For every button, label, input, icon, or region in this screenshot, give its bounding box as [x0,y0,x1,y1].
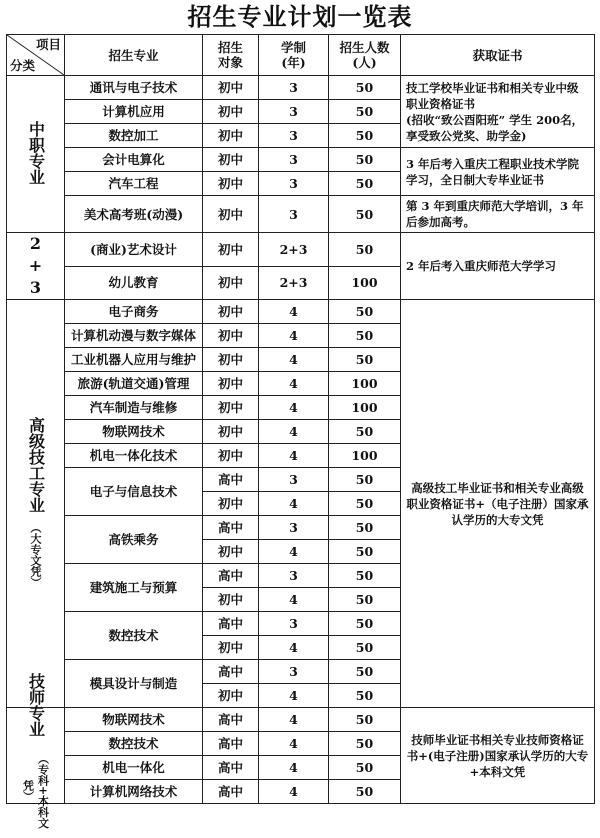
page-title: 招生专业计划一览表 [187,3,413,31]
table-row [7,708,595,732]
category-zhongzhi [7,76,65,233]
cell-quota: 50 [329,124,401,148]
category-label: 中职专业 [26,120,46,185]
corner-top-label: 项目 [35,37,61,52]
cell-years: 4 [259,636,329,660]
cell-quota: 50 [329,588,401,612]
cell-years: 4 [259,684,329,708]
cell-target: 初中 [203,124,259,148]
cell-years: 4 [259,300,329,324]
cell-years: 2+3 [259,266,329,300]
cell-major: (商业)艺术设计 [65,233,203,267]
cell-target: 初中 [203,266,259,300]
cell-major: 电子与信息技术 [65,468,203,516]
cell-quota: 50 [329,564,401,588]
category-sublabel: （大专文凭） [29,521,42,588]
cell-target: 初中 [203,196,259,233]
cell-years: 3 [259,100,329,124]
cell-target: 初中 [203,420,259,444]
cell-quota: 50 [329,76,401,100]
header-major: 招生专业 [65,35,203,76]
cell-quota: 50 [329,300,401,324]
cell-quota: 50 [329,540,401,564]
cell-major: 旅游(轨道交通)管理 [65,372,203,396]
cell-years: 4 [259,420,329,444]
cell-target: 高中 [203,468,259,492]
cell-target: 初中 [203,76,259,100]
cell-years: 4 [259,588,329,612]
cell-years: 3 [259,660,329,684]
cell-quota: 50 [329,780,401,804]
cell-major: 幼儿教育 [65,266,203,300]
cert-cell: 技师毕业证书相关专业技师资格证书+(电子注册)国家承认学历的大专+本科文凭 [401,708,595,804]
cell-major: 高铁乘务 [65,516,203,564]
cell-target: 初中 [203,444,259,468]
cell-quota: 50 [329,148,401,172]
cell-major: 机电一体化 [65,756,203,780]
cell-target: 初中 [203,588,259,612]
cell-years: 4 [259,756,329,780]
cell-years: 4 [259,348,329,372]
category-label: 高级技工专业 [26,416,46,513]
category-gaoji [7,300,65,708]
cell-target: 高中 [203,732,259,756]
cell-major: 物联网技术 [65,420,203,444]
cell-target: 初中 [203,324,259,348]
cell-years: 3 [259,516,329,540]
cell-target: 初中 [203,492,259,516]
cell-major: 模具设计与制造 [65,660,203,708]
cell-target: 初中 [203,540,259,564]
cell-major: 计算机应用 [65,100,203,124]
cell-quota: 100 [329,266,401,300]
cell-major: 计算机网络技术 [65,780,203,804]
cell-target: 高中 [203,612,259,636]
cell-quota: 50 [329,172,401,196]
cell-major: 电子商务 [65,300,203,324]
cell-target: 高中 [203,564,259,588]
cell-quota: 50 [329,516,401,540]
cell-major: 通讯与电子技术 [65,76,203,100]
cell-quota: 50 [329,612,401,636]
table-row [7,196,595,233]
cell-target: 高中 [203,516,259,540]
category-two-three: 2 + 3 [7,233,65,300]
cell-years: 3 [259,124,329,148]
cell-quota: 100 [329,372,401,396]
cell-major: 计算机动漫与数字媒体 [65,324,203,348]
table-row [7,300,595,324]
header-target: 招生 对象 [203,35,259,76]
cell-major: 美术高考班(动漫) [65,196,203,233]
cell-quota: 50 [329,636,401,660]
cell-major: 会计电算化 [65,148,203,172]
cell-years: 3 [259,612,329,636]
cell-quota: 50 [329,324,401,348]
cell-major: 工业机器人应用与维护 [65,348,203,372]
cell-target: 初中 [203,396,259,420]
cell-target: 初中 [203,372,259,396]
cell-years: 3 [259,148,329,172]
cell-years: 3 [259,76,329,100]
cell-quota: 50 [329,468,401,492]
cell-quota: 50 [329,756,401,780]
cell-quota: 50 [329,660,401,684]
category-label: 技师专业 [26,673,46,737]
cell-major: 数控技术 [65,732,203,756]
cell-quota: 50 [329,100,401,124]
cell-years: 4 [259,540,329,564]
table-row [7,76,595,100]
cell-target: 高中 [203,780,259,804]
cell-years: 3 [259,196,329,233]
cell-major: 物联网技术 [65,708,203,732]
cell-years: 4 [259,444,329,468]
cell-major: 汽车制造与维修 [65,396,203,420]
cell-quota: 50 [329,492,401,516]
cell-major: 数控加工 [65,124,203,148]
cell-years: 4 [259,732,329,756]
cell-years: 3 [259,172,329,196]
header-quota: 招生人数 (人) [329,35,401,76]
cell-target: 初中 [203,348,259,372]
header-cert: 获取证书 [401,35,595,76]
cell-target: 初中 [203,172,259,196]
cell-years: 4 [259,372,329,396]
cell-major: 汽车工程 [65,172,203,196]
cell-years: 2+3 [259,233,329,267]
cell-quota: 50 [329,196,401,233]
enrollment-table [6,34,595,829]
cert-cell: 2 年后考入重庆师范大学学习 [401,233,595,300]
corner-bottom-label: 分类 [10,58,36,73]
table-row [7,233,595,267]
cell-quota: 50 [329,233,401,267]
cell-target: 初中 [203,636,259,660]
cert-cell: 技工学校毕业证书和相关专业中级职业资格证书 (招收“致公酉阳班” 学生 200名，享受致公党奖、助学金) [401,76,595,148]
cell-years: 4 [259,324,329,348]
cell-target: 初中 [203,233,259,267]
cell-target: 初中 [203,300,259,324]
table-row [7,148,595,172]
cell-major: 机电一体化技术 [65,444,203,468]
cell-major: 建筑施工与预算 [65,564,203,612]
cell-target: 初中 [203,148,259,172]
cell-years: 4 [259,396,329,420]
cell-target: 高中 [203,756,259,780]
cell-years: 3 [259,468,329,492]
header-row [7,35,595,76]
cert-cell: 第 3 年到重庆师范大学培训，3 年后参加高考。 [401,196,595,233]
cert-cell: 3 年后考入重庆工程职业技术学院学习，全日制大专毕业证书 [401,148,595,196]
category-jishi [7,673,65,829]
cell-years: 4 [259,708,329,732]
cell-years: 4 [259,492,329,516]
cell-target: 高中 [203,660,259,684]
cell-quota: 50 [329,348,401,372]
cell-target: 初中 [203,100,259,124]
cell-quota: 50 [329,420,401,444]
cell-years: 4 [259,780,329,804]
cert-cell: 高级技工毕业证书和相关专业高级职业资格证书+（电子注册）国家承认学历的大专文凭 [401,300,595,708]
cell-years: 3 [259,564,329,588]
cell-quota: 50 [329,684,401,708]
cell-quota: 100 [329,444,401,468]
header-corner [7,35,65,76]
cell-target: 初中 [203,684,259,708]
header-duration: 学制 (年) [259,35,329,76]
category-sublabel: （专科+本科文凭） [21,752,50,829]
cell-quota: 50 [329,732,401,756]
cell-quota: 100 [329,396,401,420]
cell-quota: 50 [329,708,401,732]
cell-major: 数控技术 [65,612,203,660]
cell-target: 高中 [203,708,259,732]
